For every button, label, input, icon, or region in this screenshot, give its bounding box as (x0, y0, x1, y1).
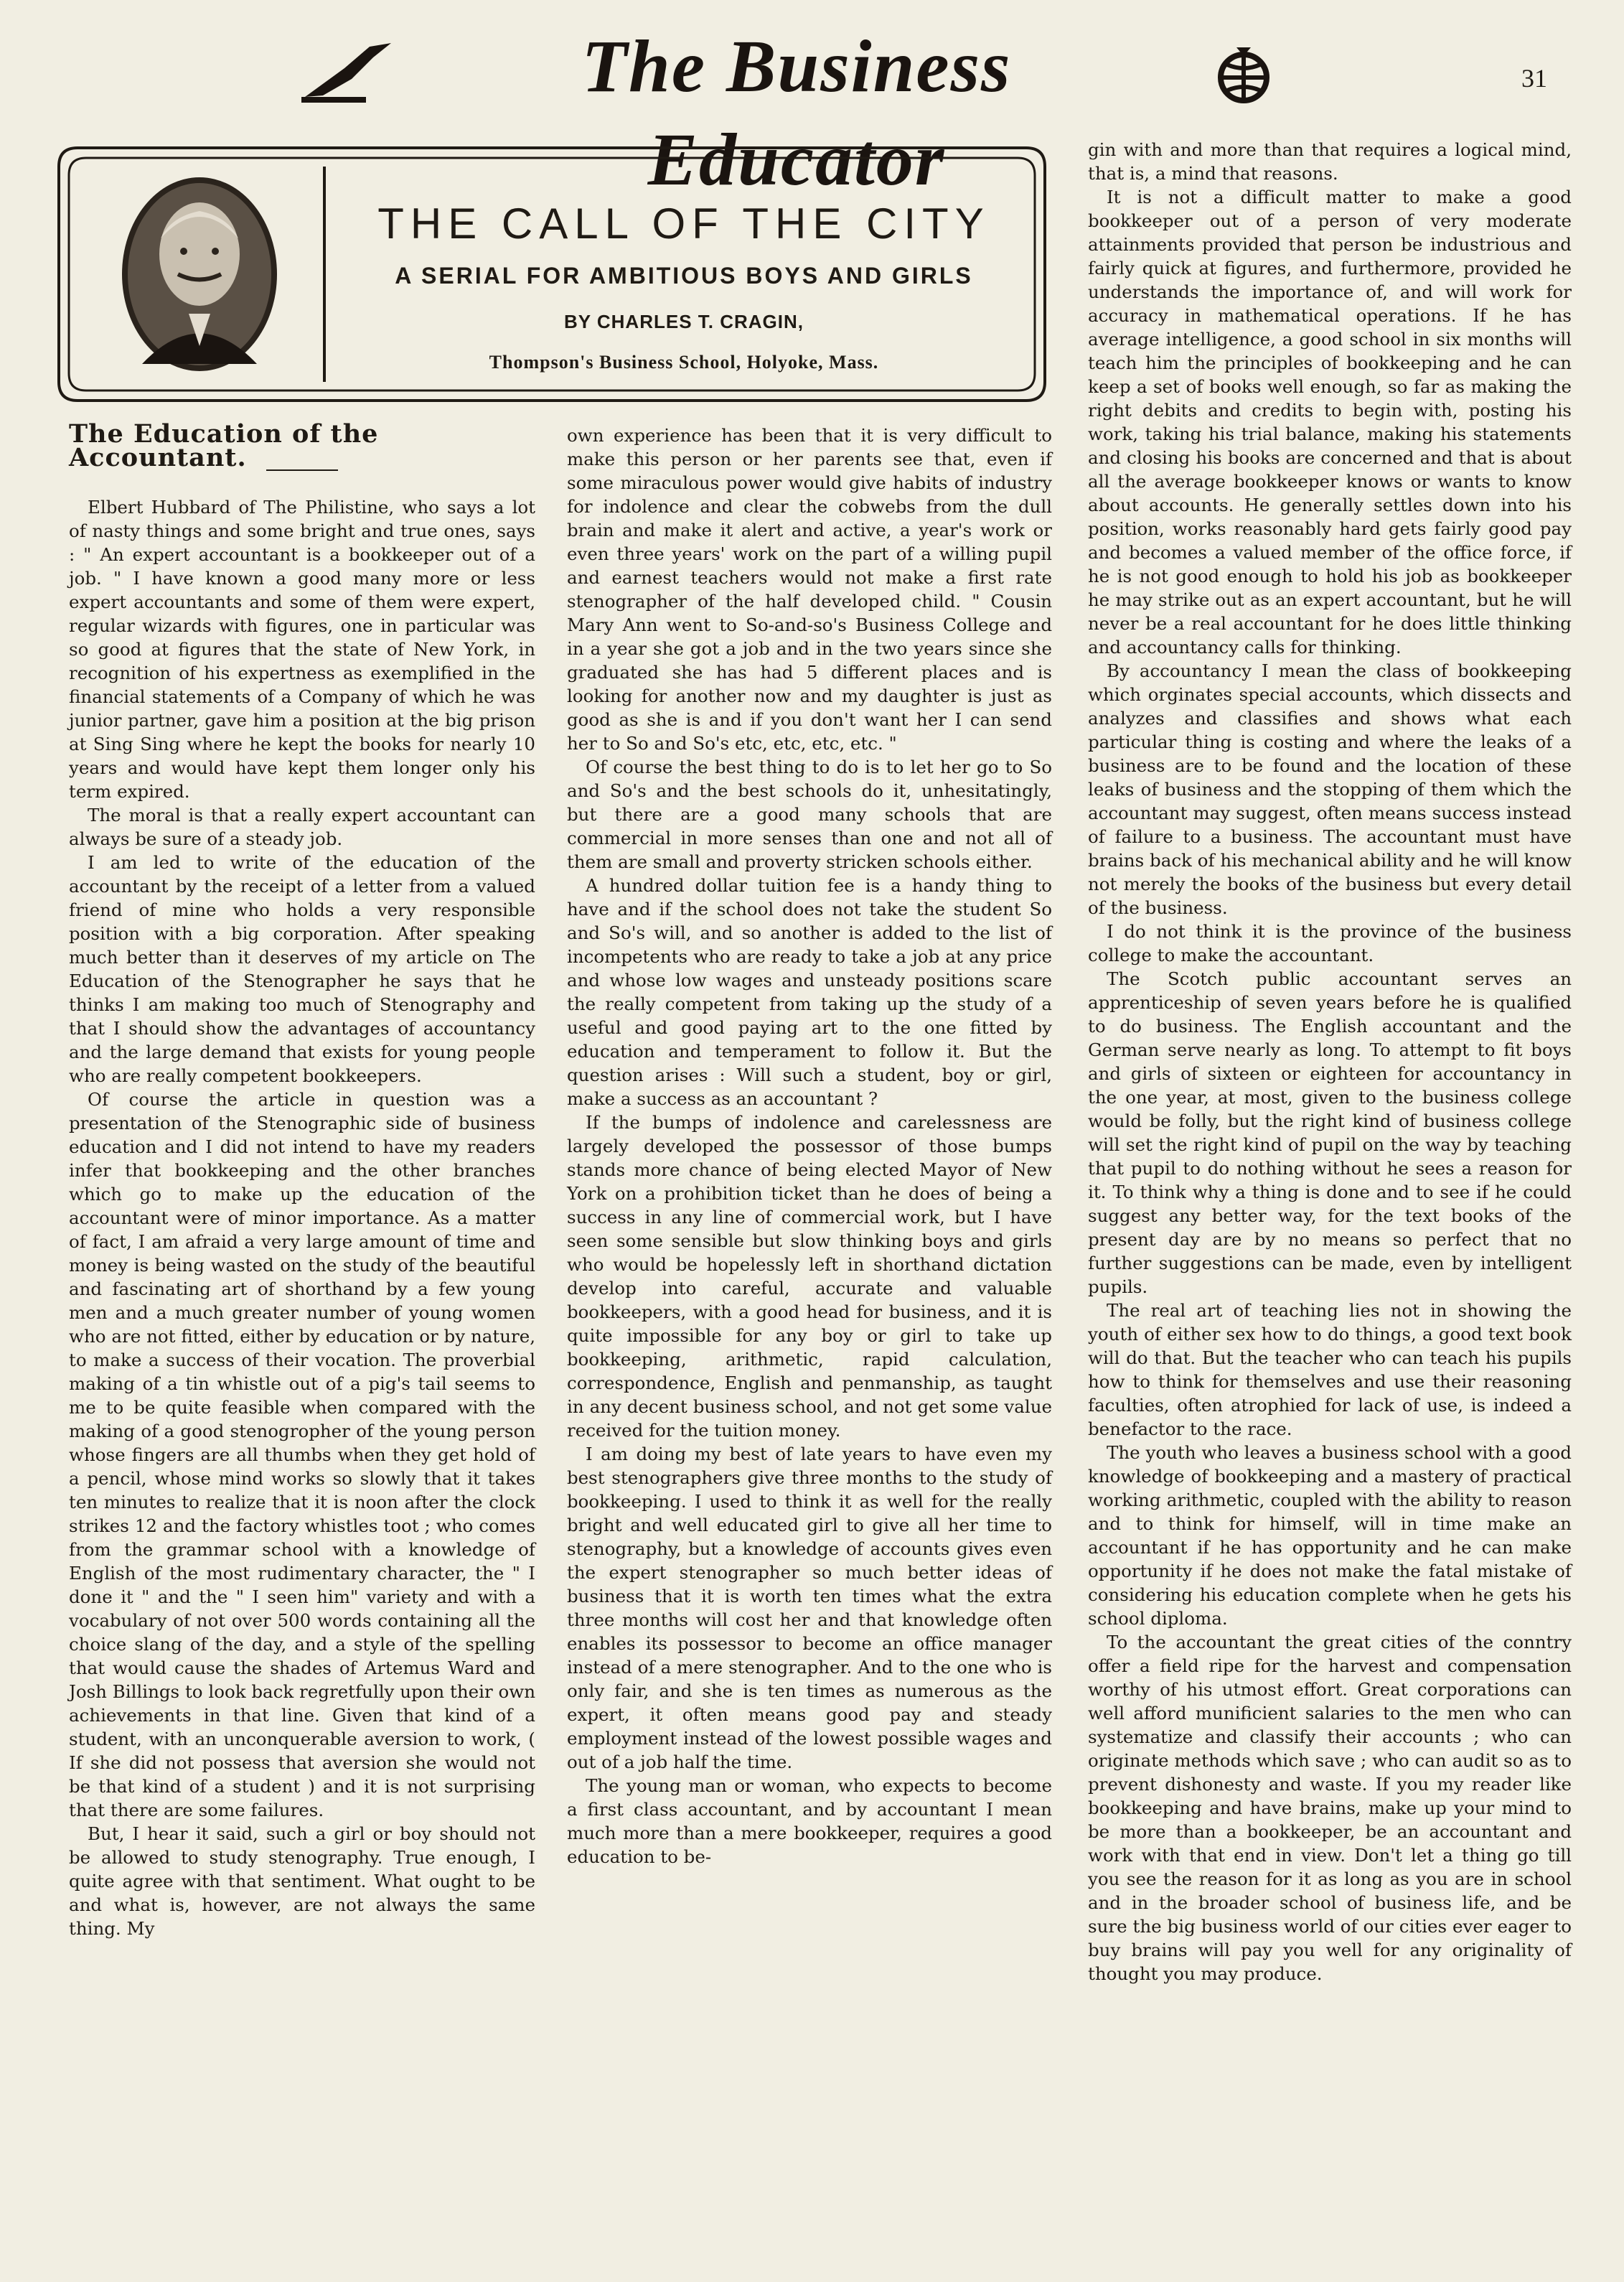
paragraph: The moral is that a really expert accountant can always be sure of a steady job. (69, 805, 535, 849)
paragraph: Of course the article in question was a presentation of the Stenographic side of business education and I did not intend to have my readers infer that bookkeeping and the other branches which go to make up the education of the accountant were of minor importance. As a matter of fact, I am afraid a very large amount of time and money is being wasted on the study of the beautiful and fascinating art of shorthand by a few young men and a much greater number of young women who are not fitted, either by education or by nature, to make a success of their vocation. The proverbial making of a tin whistle out of a pig's tail seems to me to be quite feasible when compared with the making of a good stenogropher of the young person whose fingers are all thumbs when they get hold of a pencil, whose mind works so slowly that it takes ten minutes to realize that it is noon after the clock strikes 12 and the factory whistles toot ; who comes from the grammar school with a knowledge of English of the most rudimentary character, the " I done it " and the " I seen him" variety and with a vocabulary of not over 500 words containing all the choice slang of the day, and a style of the spelling that would cause the shades of Artemus Ward and Josh Billings to look back regretfully upon their own achievements in that line. Given that kind of a student, with an unconquerable aversion to work, ( If she did not possess that aversion she would not be that kind of a student ) and it is not surprising that there are some failures. (69, 1089, 535, 1820)
page-number: 31 (1521, 64, 1547, 93)
paragraph: Of course the best thing to do is to let her go to So and So's and the best schools do it, unhesitatingly, but there are a good many schools that are commercial in more senses than one and not all of them are small and proverty stricken schools either. (567, 757, 1052, 872)
paragraph: The youth who leaves a business school with a good knowledge of bookkeeping and a mastery of practical working arithmetic, coupled with the ability to reason and to think for himself, will in time make an accountant if he has opportunity and he can make opportunity if he does not make the fatal mistake of considering his education complete when he gets his school diploma. (1088, 1442, 1572, 1629)
globe-ornament-icon (1211, 43, 1276, 108)
author-byline: BY CHARLES T. CRAGIN, (564, 311, 804, 332)
paragraph: I am doing my best of late years to have even my best stenographers give three months to the study of bookkeeping. I used to think it as well for the really bright and well educated girl to give all her time to stenography, but a knowledge of accounts gives even the expert stenographer so much better ideas of business that it is worth ten times what the extra three months will cost her and that knowledge often enables its possessor to become an office manager instead of a mere stenographer. And to the one who is only fair, and she is ten times as numerous as the expert, it often means good pay and steady employment instead of the lowest possible wages and out of a job half the time. (567, 1444, 1052, 1772)
article-column-3 (1088, 138, 1572, 1986)
article-column-2 (567, 424, 1052, 1869)
paragraph: But, I hear it said, such a girl or boy should not be allowed to study stenography. True enough, I quite agree with that sentiment. What ought to be and what is, however, are not always the same thing. My (69, 1823, 535, 1939)
masthead-title: The Business Educator (581, 25, 1012, 201)
paragraph: By accountancy I mean the class of bookkeeping which orginates special accounts, which dissects and analyzes and classifies and shows what each particular thing is costing and where the leaks of a business are to be found and the location of these leaks of business and the stopping of them which the accountant may suggest, often means success instead of failure to a business. The accountant must have brains back of his mechanical ability and he will know not merely the books of the business but every detail of the business. (1088, 660, 1572, 918)
serial-header-text (336, 167, 1032, 373)
paragraph: gin with and more than that requires a logical mind, that is, a mind that reasons. (1088, 139, 1572, 184)
serial-title: THE CALL OF THE CITY (377, 200, 990, 248)
paragraph: Elbert Hubbard of The Philistine, who says a lot of nasty things and some bright and true ones, says : " An expert accountant is a bookkeeper out of a job. " I have known a good many more or less expert accountants and some of them were expert, regular wizards with figures, one in particular was so good at figures that the state of New York, in recognition of his expertness as exemplified in the financial statements of a Company of which he was junior partner, gave him a position at the big prison at Sing Sing where he kept the books for nearly 10 years and would have kept them longer only his term expired. (69, 497, 535, 802)
article-column-1 (69, 419, 535, 1940)
paragraph: To the accountant the great cities of the conntry offer a field ripe for the harvest and compensation worthy of his utmost effort. Great corporations can well afford munificient salaries to the men who can systematize and classify their accounts ; who can originate methods which save ; who can audit so as to prevent dishonesty and waste. If you my reader like bookkeeping and have brains, make up your mind to be more than a bookkeeper, be an accountant and work with that end in view. Don't let a thing go till you see the reason for it as long as you are in school and in the broader school of business life, and be sure the big business world of our cities ever eager to buy brains will pay you well for any originality of thought you may produce. (1088, 1632, 1572, 1984)
paragraph: own experience has been that it is very difficult to make this person or her parents see that, even if some miraculous power would give habits of industry for indolence and clear the cobwebs from the dull brain and make it alert and active, a year's work or even three years' work on the part of a willing pupil and earnest teachers would not make a first rate stenographer of the half developed child. " Cousin Mary Ann went to So-and-so's Business College and in a year she got a job and in the two years since she graduated she has had 5 different places and is looking for another now and my daughter is just as good as she is and if you don't want her I can send her to So and So's etc, etc, etc, etc. " (567, 425, 1052, 754)
paragraph: The young man or woman, who expects to become a first class accountant, and by accountant I mean much more than a mere bookkeeper, requires a good education to be- (567, 1775, 1052, 1867)
paragraph: If the bumps of indolence and carelessness are largely developed the possessor of those bumps stands more chance of being elected Mayor of New York on a prohibition ticket than he does of being a success in any line of commercial work, but I have seen some sensible but slow thinking boys and girls who would be hopelessly left in shorthand dictation develop into careful, accurate and valuable bookkeepers, with a good head for business, and it is quite impossible for any boy or girl to take up bookkeeping, arithmetic, rapid calculation, correspondence, English and penmanship, as taught in any decent business school, and not get some value received for the tuition money. (567, 1112, 1052, 1441)
serial-header-box (56, 145, 1048, 403)
article-heading: The Education of the Accountant. (69, 419, 379, 472)
paragraph: The real art of teaching lies not in showing the youth of either sex how to do things, a good text book will do that. But the teacher who can teach his pupils how to think for themselves and use their reasoning faculties, often atrophied for lack of use, is indeed a benefactor to the race. (1088, 1300, 1572, 1439)
paragraph: A hundred dollar tuition fee is a handy thing to have and if the school does not take the student So and So's will, and so another is added to the list of incompetents who are ready to take a job at any price and whose low wages and unsteady positions scare the really competent from taking up the study of a useful and good paying art to the one fitted by education and temperament to follow it. But the question arises : Will such a student, boy or girl, make a success as an accountant ? (567, 875, 1052, 1109)
quill-pen-icon (301, 39, 395, 104)
author-portrait (92, 167, 326, 382)
author-school: Thompson's Business School, Holyoke, Mass. (489, 352, 879, 373)
paragraph: I do not think it is the province of the business college to make the accountant. (1088, 921, 1572, 965)
paragraph: I am led to write of the education of the accountant by the receipt of a letter from a valued friend of mine who holds a very responsible position with a big corporation. After speaking much better than it deserves of my article on The Education of the Stenographer he says that he thinks I am making too much of Stenography and that I should show the advantages of accountancy and the large demand that exists for young people who are really competent bookkeepers. (69, 852, 535, 1086)
paragraph: It is not a difficult matter to make a good bookkeeper out of a person of very moderate attainments provided that person be industrious and fairly quick at figures, and furthermore, provided he understands the importance of, and will work for accuracy in mathematical operations. If he has average intelligence, a good school in six months will teach him the principles of bookkeeping and he can keep a set of books well enough, so far as making the right debits and credits to begin with, posting his work, taking his trial balance, making his statements and closing his books are concerned and that is about all the average bookkeeper knows or wants to know about accounts. He generally settles down into his position, works reasonably hard gets fairly good pay and becomes a valued member of the office force, if he is not good enough to hold his job as bookkeeper he may strike out as an expert accountant, but he will never be a real accountant for he does little thinking and accountancy calls for thinking. (1088, 187, 1572, 658)
heading-rule (266, 469, 338, 471)
paragraph: The Scotch public accountant serves an apprenticeship of seven years before he is qualified to do business. The English accountant and the German serve nearly as long. To attempt to fit boys and girls of sixteen or eighteen for accountancy in the one year, at most, given to the business college would be folly, but the right kind of business college will set the right kind of pupil on the way by teaching that pupil to do nothing without he sees a reason for it. To think why a thing is done and to see if he could suggest any better way, for the text books of the present day are by no means so perfect that no further suggestions can be made, even by intelligent pupils. (1088, 968, 1572, 1297)
serial-subtitle: A SERIAL FOR AMBITIOUS BOYS AND GIRLS (395, 263, 973, 289)
